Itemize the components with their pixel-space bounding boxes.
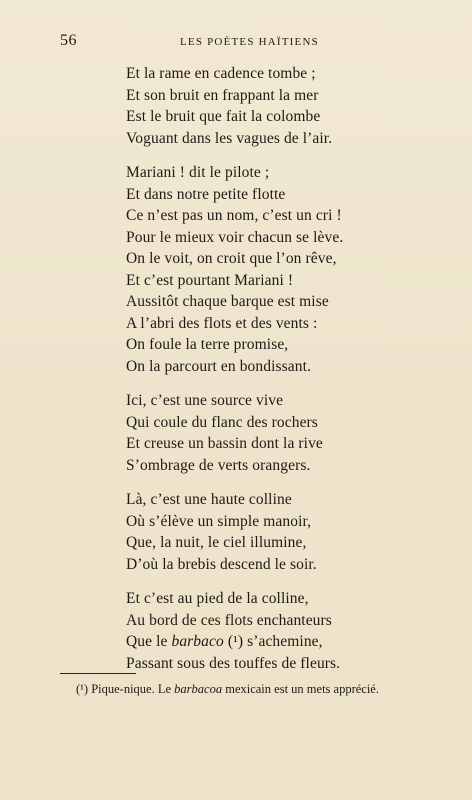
footnote-reference: (¹) bbox=[227, 633, 244, 650]
verse-line: Et creuse un bassin dont la rive bbox=[126, 435, 323, 452]
footnote-text: Pique-nique. Le bbox=[88, 682, 175, 696]
verse-line: Que, la nuit, le ciel illumine, bbox=[126, 534, 307, 551]
stanza-2 bbox=[126, 162, 456, 377]
verse-line: Au bord de ces flots enchanteurs bbox=[126, 611, 332, 629]
verse-line: Et c’est pourtant Mariani ! bbox=[126, 271, 294, 289]
stanza-5 bbox=[126, 588, 456, 674]
verse-line: Et la rame en cadence tombe ; bbox=[126, 65, 316, 82]
verse-text: Que le bbox=[126, 633, 172, 650]
verse-line: Ce n’est pas un nom, c’est un cri ! bbox=[126, 207, 342, 224]
verse-line: Est le bruit que fait la colombe bbox=[126, 108, 321, 125]
verse-line: Ici, c’est une source vive bbox=[126, 392, 284, 409]
footnote-marker: (¹) bbox=[76, 682, 89, 696]
running-title: LES POÈTES HAÏTIENS bbox=[180, 36, 319, 48]
verse-line: Où s’élève un simple manoir, bbox=[126, 512, 312, 530]
stanza-4 bbox=[126, 489, 456, 575]
verse-line: On foule la terre promise, bbox=[126, 336, 289, 353]
verse-line: Et son bruit en frappant la mer bbox=[126, 86, 319, 104]
verse-line: Pour le mieux voir chacun se lève. bbox=[126, 228, 344, 246]
footnote-divider bbox=[60, 673, 136, 674]
verse-line: Et c’est au pied de la colline, bbox=[126, 590, 309, 607]
verse-line-with-note bbox=[126, 631, 456, 653]
verse-line: Mariani ! dit le pilote ; bbox=[126, 164, 270, 181]
poem bbox=[126, 63, 456, 687]
page-number: 56 bbox=[60, 32, 77, 49]
verse-line: Passant sous des touffes de fleurs. bbox=[126, 654, 341, 672]
verse-line: On le voit, on croit que l’on rêve, bbox=[126, 250, 337, 267]
footnote-italic-term: barbacoa bbox=[174, 682, 223, 696]
footnote bbox=[76, 681, 379, 697]
verse-line: Voguant dans les vagues de l’air. bbox=[126, 129, 333, 147]
verse-line: Qui coule du flanc des rochers bbox=[126, 413, 318, 431]
verse-line: On la parcourt en bondissant. bbox=[126, 357, 311, 375]
stanza-3 bbox=[126, 390, 456, 476]
verse-line: Et dans notre petite flotte bbox=[126, 185, 286, 203]
verse-line: A l’abri des flots et des vents : bbox=[126, 314, 318, 332]
verse-line: Là, c’est une haute colline bbox=[126, 491, 292, 508]
italic-term: barbaco bbox=[171, 633, 224, 650]
verse-line: D’où la brebis descend le soir. bbox=[126, 555, 317, 573]
footnote-text: mexicain est un mets apprécié. bbox=[222, 682, 379, 696]
verse-line: Aussitôt chaque barque est mise bbox=[126, 293, 329, 310]
verse-text: s’achemine, bbox=[243, 633, 323, 650]
stanza-1 bbox=[126, 63, 456, 149]
verse-line: S’ombrage de verts orangers. bbox=[126, 456, 311, 474]
